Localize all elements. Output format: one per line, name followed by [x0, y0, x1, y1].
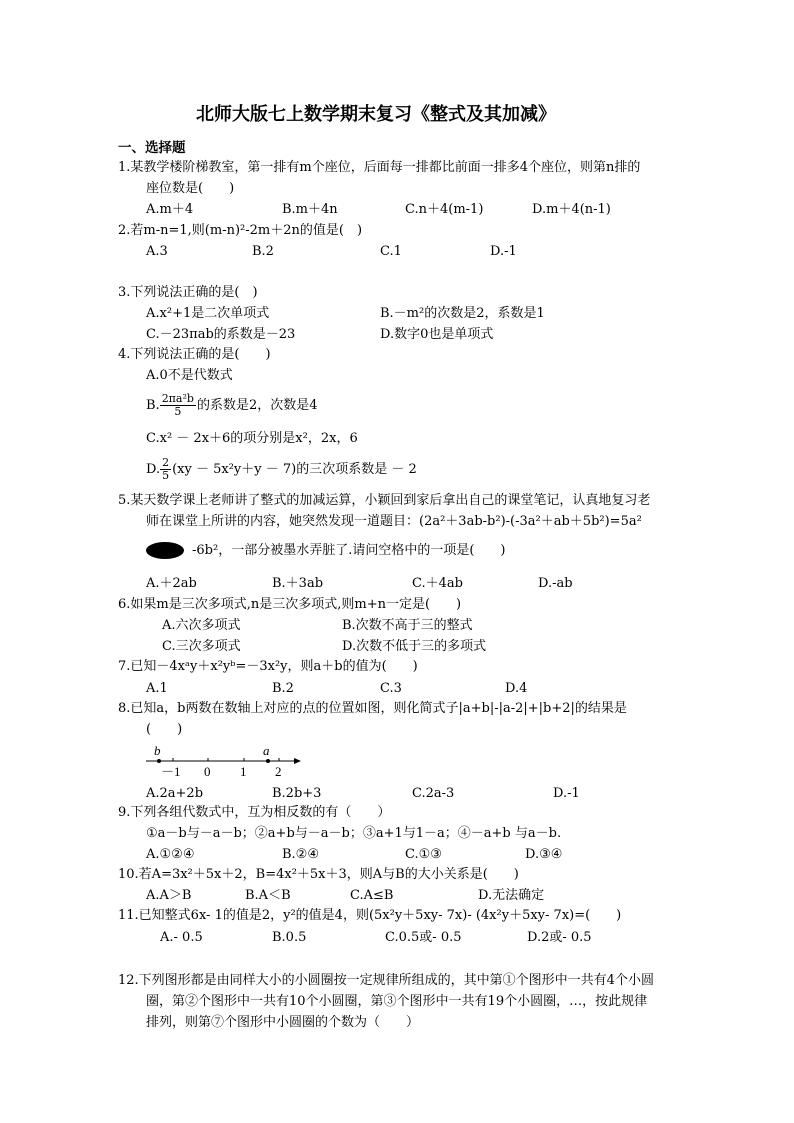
tick-label: －1	[161, 764, 181, 779]
question-7-option-a: A.1	[146, 681, 168, 696]
question-12-line2: 圈，第②个图形中一共有10个小圆圈，第③个图形中一共有19个小圆圈，…，按此规律	[146, 994, 648, 1009]
section-heading: 一、选择题	[118, 140, 186, 156]
question-5-line3: -6b²，一部分被墨水弄脏了.请问空格中的一项是( )	[192, 543, 506, 558]
question-7-stem: 7.已知－4xᵃy＋x²yᵇ=－3x²y，则a＋b的值为( )	[118, 659, 418, 674]
question-1-line2: 座位数是( )	[146, 181, 235, 196]
label-a: a	[263, 743, 270, 758]
question-9-option-d: D.③④	[525, 847, 563, 862]
question-8-option-c: C.2a-3	[412, 786, 455, 801]
question-7-option-c: C.3	[380, 681, 402, 696]
question-7-option-b: B.2	[272, 681, 294, 696]
point-b	[157, 759, 161, 763]
question-2-option-b: B.2	[252, 244, 274, 259]
question-12-line3: 排列，则第⑦个图形中小圆圈的个数为（ ）	[146, 1015, 420, 1030]
question-6-option-c: C.三次多项式	[162, 639, 241, 654]
question-8-option-d: D.-1	[553, 786, 580, 801]
question-4-option-d: D. $\frac{2}{5}$ (xy － 5x²y＋y － 7)的三次项系数是 － 2	[146, 456, 417, 482]
question-5-line2: 师在课堂上所讲的内容，她突然发现一道题目：(2a²＋3ab-b²)-(-3a²＋ab＋5b²)=5a²	[146, 514, 642, 529]
question-8-line2: ( )	[146, 722, 183, 737]
question-9-stem: 9.下列各组代数式中，互为相反数的有（ ）	[118, 805, 391, 820]
question-3-option-d: D.数字0也是单项式	[380, 327, 494, 342]
question-2-option-d: D.-1	[490, 244, 517, 259]
question-1-option-b: B.m＋4n	[282, 202, 338, 217]
fraction: $\frac{2}{5}$	[162, 456, 170, 482]
question-2-stem: 2.若m-n=1,则(m-n)²-2m＋2n的值是( )	[118, 223, 363, 238]
question-6-option-a: A.六次多项式	[162, 618, 241, 633]
question-11-option-c: C.0.5或- 0.5	[385, 930, 462, 945]
question-12-line1: 12.下列图形都是由同样大小的小圆圈按一定规律所组成的，其中第①个图形中一共有4个小圆	[118, 973, 654, 988]
question-5-option-d: D.-ab	[538, 576, 573, 591]
ink-blot	[146, 542, 184, 559]
number-line-figure	[140, 740, 310, 780]
question-6-stem: 6.如果m是三次多项式,n是三次多项式,则m+n一定是( )	[118, 597, 462, 612]
question-10-option-b: B.A＜B	[245, 888, 291, 903]
question-9-line2: ①a－b与－a－b；②a+b与－a－b；③a+1与1－a；④－a+b 与a－b.	[146, 826, 562, 841]
question-8-line1: 8.已知a，b两数在数轴上对应的点的位置如图，则化简式子|a+b|-|a-2|+|b+2|的结果是	[118, 701, 627, 716]
tick-label: 2	[275, 764, 282, 779]
question-1-option-c: C.n＋4(m-1)	[405, 202, 484, 217]
point-a	[266, 759, 270, 763]
question-8-option-a: A.2a+2b	[146, 786, 204, 801]
question-7-option-d: D.4	[505, 681, 528, 696]
page-title: 北师大版七上数学期末复习《整式及其加减》	[196, 104, 556, 125]
question-4-option-a: A.0不是代数式	[146, 368, 233, 383]
question-1-line1: 1.某教学楼阶梯教室，第一排有m个座位，后面每一排都比前面一排多4个座位，则第n排的	[118, 160, 641, 175]
question-11-stem: 11.已知整式6x- 1的值是2，y²的值是4，则(5x²y＋5xy- 7x)- (4x²y＋5xy- 7x)=( )	[118, 908, 622, 923]
question-3-option-a: A.x²+1是二次单项式	[146, 306, 270, 321]
question-4-stem: 4.下列说法正确的是( )	[118, 347, 271, 362]
question-4-option-b: B. $\frac{\text{2πa²b}}{5}$ 的系数是2，次数是4	[146, 392, 318, 418]
question-5-option-b: B.＋3ab	[272, 576, 324, 591]
question-10-stem: 10.若A=3x²＋5x＋2，B=4x²＋5x＋3，则A与B的大小关系是( )	[118, 867, 519, 882]
question-1-option-d: D.m＋4(n-1)	[532, 202, 611, 217]
fraction: $\frac{\text{2πa²b}}{5}$	[161, 392, 194, 418]
tick-label: 0	[204, 764, 211, 779]
question-3-option-c: C.－23πab的系数是－23	[146, 327, 296, 342]
question-6-option-b: B.次数不高于三的整式	[342, 618, 473, 633]
question-11-option-a: A.- 0.5	[160, 930, 203, 945]
question-3-option-b: B.－m²的次数是2，系数是1	[380, 306, 545, 321]
question-10-option-d: D.无法确定	[478, 888, 545, 903]
question-10-option-a: A.A＞B	[146, 888, 192, 903]
question-1-option-a: A.m＋4	[146, 202, 194, 217]
question-10-option-c: C.A≤B	[350, 888, 394, 903]
question-5-line1: 5.某天数学课上老师讲了整式的加减运算，小颖回到家后拿出自己的课堂笔记，认真地复习老	[118, 493, 651, 508]
question-2-option-a: A.3	[146, 244, 168, 259]
question-11-option-d: D.2或- 0.5	[527, 930, 592, 945]
question-3-stem: 3.下列说法正确的是( )	[118, 285, 258, 300]
question-5-option-c: C.＋4ab	[412, 576, 463, 591]
question-11-option-b: B.0.5	[272, 930, 307, 945]
label-b: b	[154, 743, 161, 758]
question-8-option-b: B.2b+3	[272, 786, 322, 801]
question-9-option-c: C.①③	[405, 847, 442, 862]
question-9-option-b: B.②④	[282, 847, 319, 862]
tick-label: 1	[240, 764, 247, 779]
question-2-option-c: C.1	[380, 244, 402, 259]
question-9-option-a: A.①②④	[146, 847, 195, 862]
question-5-option-a: A.＋2ab	[146, 576, 197, 591]
question-4-option-c: C.x² － 2x＋6的项分别是x²，2x，6	[146, 431, 358, 446]
arrow-right-icon	[294, 758, 301, 764]
question-6-option-d: D.次数不低于三的多项式	[342, 639, 487, 654]
